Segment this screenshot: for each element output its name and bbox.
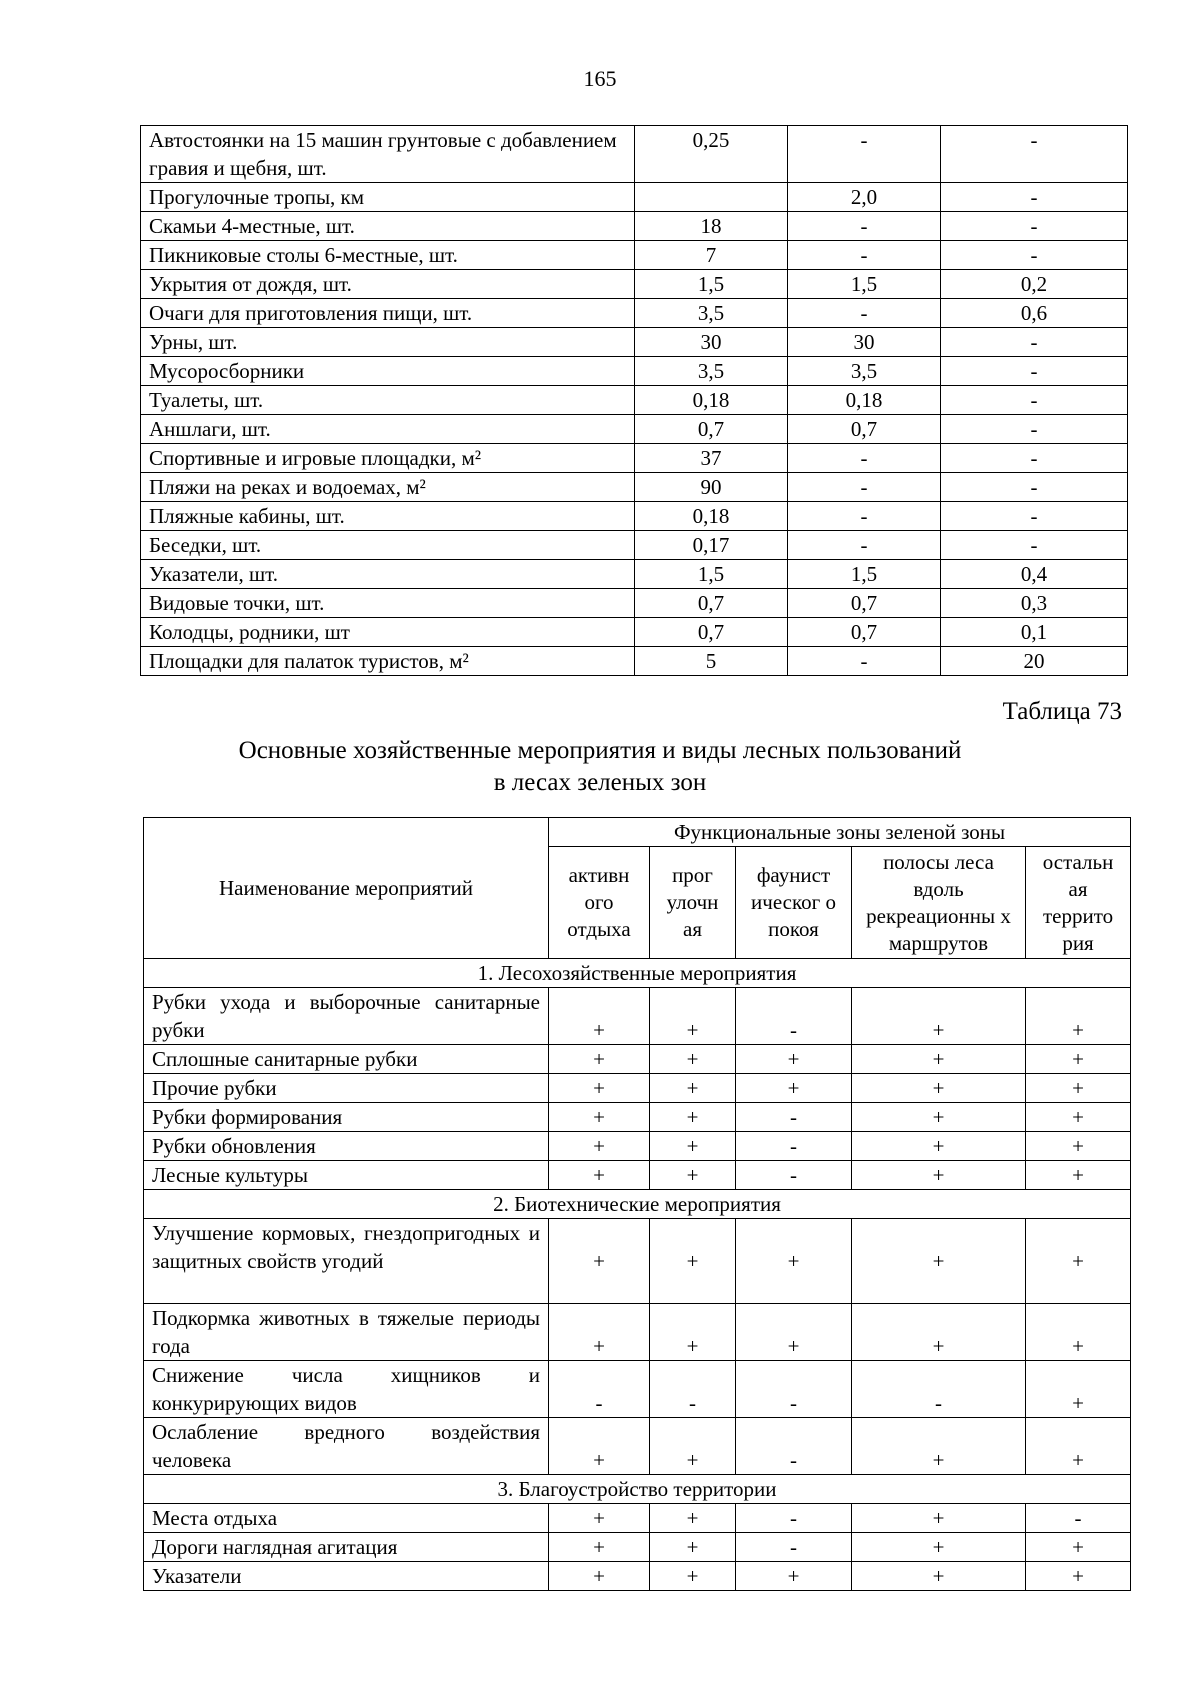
mark-cell: + xyxy=(549,1103,650,1132)
mark-cell: + xyxy=(650,1562,736,1591)
table-row xyxy=(144,1161,1131,1190)
value-cell: - xyxy=(941,328,1128,357)
table-number: Таблица 73 xyxy=(1002,698,1122,725)
item-name-cell: Автостоянки на 15 машин грунтовые с добавлением гравия и щебня, шт. xyxy=(141,126,635,183)
mark-cell: + xyxy=(852,1304,1026,1361)
table-row xyxy=(144,1219,1131,1304)
measure-name-cell: Ослабление вредного воздействия человека xyxy=(144,1418,549,1475)
value-cell: 0,18 xyxy=(635,502,788,531)
measure-name-cell: Указатели xyxy=(144,1562,549,1591)
mark-cell: + xyxy=(852,1533,1026,1562)
item-name-cell: Мусоросборники xyxy=(141,357,635,386)
table-row xyxy=(141,183,1128,212)
section-row xyxy=(144,1190,1131,1219)
mark-cell: + xyxy=(736,1562,852,1591)
value-cell: 0,18 xyxy=(788,386,941,415)
measure-name-cell: Рубки формирования xyxy=(144,1103,549,1132)
value-cell: - xyxy=(788,531,941,560)
mark-cell: + xyxy=(852,1562,1026,1591)
table-row xyxy=(141,357,1128,386)
item-name-cell: Видовые точки, шт. xyxy=(141,589,635,618)
mark-cell: - xyxy=(549,1361,650,1418)
section-row xyxy=(144,959,1131,988)
table-row xyxy=(144,1103,1131,1132)
table-title xyxy=(0,735,1200,799)
header-zone: полосы леса вдоль рекреационны х маршрутов xyxy=(852,847,1026,959)
mark-cell: + xyxy=(650,1304,736,1361)
value-cell: 0,1 xyxy=(941,618,1128,647)
mark-cell: + xyxy=(650,1045,736,1074)
mark-cell: + xyxy=(549,1045,650,1074)
mark-cell: + xyxy=(650,1103,736,1132)
value-cell: 2,0 xyxy=(788,183,941,212)
value-cell: 1,5 xyxy=(635,560,788,589)
mark-cell: + xyxy=(549,1418,650,1475)
measure-name-cell: Прочие рубки xyxy=(144,1074,549,1103)
value-cell: 0,7 xyxy=(635,589,788,618)
table-row xyxy=(144,1418,1131,1475)
table-row xyxy=(141,126,1128,183)
mark-cell: + xyxy=(1026,1533,1131,1562)
mark-cell: + xyxy=(549,1132,650,1161)
value-cell: - xyxy=(941,473,1128,502)
mark-cell: + xyxy=(549,1533,650,1562)
header-zones-group: Функциональные зоны зеленой зоны xyxy=(549,818,1131,847)
item-name-cell: Пляжные кабины, шт. xyxy=(141,502,635,531)
mark-cell: + xyxy=(1026,1103,1131,1132)
mark-cell: + xyxy=(736,1304,852,1361)
table-row xyxy=(144,1562,1131,1591)
value-cell: 90 xyxy=(635,473,788,502)
mark-cell: + xyxy=(736,1074,852,1103)
header-row-1 xyxy=(144,818,1131,847)
measure-name-cell: Подкормка животных в тяжелые периоды года xyxy=(144,1304,549,1361)
table-row xyxy=(141,647,1128,676)
value-cell: 18 xyxy=(635,212,788,241)
mark-cell: + xyxy=(852,1132,1026,1161)
measure-name-cell: Лесные культуры xyxy=(144,1161,549,1190)
mark-cell: + xyxy=(736,1219,852,1304)
measure-name-cell: Улучшение кормовых, гнездопригодных и защитных свойств угодий xyxy=(144,1219,549,1304)
table-row xyxy=(141,299,1128,328)
value-cell: 1,5 xyxy=(788,560,941,589)
mark-cell: - xyxy=(736,988,852,1045)
table-title-line-1: Основные хозяйственные мероприятия и виды лесных пользований xyxy=(238,737,962,764)
table-row xyxy=(141,531,1128,560)
value-cell: - xyxy=(941,183,1128,212)
section-title: 3. Благоустройство территории xyxy=(144,1475,1131,1504)
value-cell: - xyxy=(788,241,941,270)
value-cell: - xyxy=(941,212,1128,241)
value-cell: 0,2 xyxy=(941,270,1128,299)
mark-cell: + xyxy=(549,988,650,1045)
mark-cell: + xyxy=(650,1132,736,1161)
value-cell: - xyxy=(788,126,941,183)
mark-cell: + xyxy=(650,1418,736,1475)
mark-cell: + xyxy=(1026,1074,1131,1103)
mark-cell: + xyxy=(852,1418,1026,1475)
mark-cell: + xyxy=(852,1103,1026,1132)
value-cell: 0,3 xyxy=(941,589,1128,618)
table-row xyxy=(141,241,1128,270)
value-cell: 0,17 xyxy=(635,531,788,560)
mark-cell: + xyxy=(1026,1161,1131,1190)
mark-cell: + xyxy=(1026,1361,1131,1418)
value-cell: 0,4 xyxy=(941,560,1128,589)
mark-cell: + xyxy=(852,1219,1026,1304)
mark-cell: + xyxy=(852,988,1026,1045)
table-row xyxy=(141,473,1128,502)
table-row xyxy=(141,415,1128,444)
value-cell: 0,7 xyxy=(635,618,788,647)
section-row xyxy=(144,1475,1131,1504)
mark-cell: + xyxy=(1026,1132,1131,1161)
mark-cell: - xyxy=(1026,1504,1131,1533)
measure-name-cell: Рубки ухода и выборочные санитарные рубки xyxy=(144,988,549,1045)
item-name-cell: Прогулочные тропы, км xyxy=(141,183,635,212)
value-cell: 0,6 xyxy=(941,299,1128,328)
mark-cell: - xyxy=(736,1103,852,1132)
item-name-cell: Туалеты, шт. xyxy=(141,386,635,415)
mark-cell: + xyxy=(1026,1219,1131,1304)
value-cell: - xyxy=(788,444,941,473)
mark-cell: + xyxy=(852,1504,1026,1533)
measure-name-cell: Дороги наглядная агитация xyxy=(144,1533,549,1562)
value-cell: 0,18 xyxy=(635,386,788,415)
value-cell: 3,5 xyxy=(635,357,788,386)
value-cell: 20 xyxy=(941,647,1128,676)
header-name-cell: Наименование мероприятий xyxy=(144,818,549,959)
measure-name-cell: Снижение числа хищников и конкурирующих видов xyxy=(144,1361,549,1418)
table-row xyxy=(144,1045,1131,1074)
value-cell: - xyxy=(941,386,1128,415)
item-name-cell: Колодцы, родники, шт xyxy=(141,618,635,647)
value-cell: 0,7 xyxy=(788,589,941,618)
value-cell: 0,25 xyxy=(635,126,788,183)
mark-cell: - xyxy=(736,1161,852,1190)
mark-cell: + xyxy=(650,1161,736,1190)
mark-cell: - xyxy=(650,1361,736,1418)
mark-cell: + xyxy=(1026,1562,1131,1591)
mark-cell: + xyxy=(549,1161,650,1190)
value-cell: 37 xyxy=(635,444,788,473)
value-cell xyxy=(635,183,788,212)
value-cell: 7 xyxy=(635,241,788,270)
item-name-cell: Скамьи 4-местные, шт. xyxy=(141,212,635,241)
page-number: 165 xyxy=(583,66,617,91)
mark-cell: + xyxy=(650,1504,736,1533)
value-cell: 0,7 xyxy=(788,415,941,444)
value-cell: - xyxy=(941,241,1128,270)
value-cell: - xyxy=(941,502,1128,531)
item-name-cell: Указатели, шт. xyxy=(141,560,635,589)
value-cell: 5 xyxy=(635,647,788,676)
item-name-cell: Очаги для приготовления пищи, шт. xyxy=(141,299,635,328)
table-row xyxy=(141,212,1128,241)
value-cell: 1,5 xyxy=(635,270,788,299)
table-row xyxy=(144,1304,1131,1361)
table-row xyxy=(141,618,1128,647)
table-row xyxy=(144,1533,1131,1562)
mark-cell: + xyxy=(1026,1304,1131,1361)
value-cell: 30 xyxy=(635,328,788,357)
item-name-cell: Пикниковые столы 6-местные, шт. xyxy=(141,241,635,270)
measure-name-cell: Сплошные санитарные рубки xyxy=(144,1045,549,1074)
section-title: 1. Лесохозяйственные мероприятия xyxy=(144,959,1131,988)
item-name-cell: Пляжи на реках и водоемах, м² xyxy=(141,473,635,502)
measures-table xyxy=(143,817,1131,1591)
table-row xyxy=(141,328,1128,357)
value-cell: 1,5 xyxy=(788,270,941,299)
header-zone: прог улочн ая xyxy=(650,847,736,959)
table-row xyxy=(141,444,1128,473)
value-cell: - xyxy=(788,502,941,531)
value-cell: - xyxy=(941,415,1128,444)
item-name-cell: Аншлаги, шт. xyxy=(141,415,635,444)
mark-cell: + xyxy=(852,1074,1026,1103)
value-cell: - xyxy=(788,299,941,328)
header-zone: фаунист ическог о покоя xyxy=(736,847,852,959)
header-zone: активн ого отдыха xyxy=(549,847,650,959)
mark-cell: + xyxy=(650,1533,736,1562)
mark-cell: + xyxy=(549,1504,650,1533)
header-zone: остальн ая террито рия xyxy=(1026,847,1131,959)
mark-cell: + xyxy=(650,1074,736,1103)
value-cell: 30 xyxy=(788,328,941,357)
value-cell: 3,5 xyxy=(788,357,941,386)
value-cell: - xyxy=(788,212,941,241)
value-cell: - xyxy=(941,357,1128,386)
mark-cell: - xyxy=(736,1132,852,1161)
value-cell: - xyxy=(788,473,941,502)
mark-cell: - xyxy=(736,1361,852,1418)
mark-cell: - xyxy=(736,1533,852,1562)
table-title-line-2: в лесах зеленых зон xyxy=(493,769,707,796)
mark-cell: + xyxy=(650,988,736,1045)
mark-cell: + xyxy=(549,1562,650,1591)
table-row xyxy=(141,386,1128,415)
table-row xyxy=(144,988,1131,1045)
value-cell: - xyxy=(941,444,1128,473)
value-cell: 0,7 xyxy=(788,618,941,647)
value-cell: - xyxy=(941,531,1128,560)
measure-name-cell: Места отдыха xyxy=(144,1504,549,1533)
item-name-cell: Укрытия от дождя, шт. xyxy=(141,270,635,299)
table-row xyxy=(144,1361,1131,1418)
table-row xyxy=(141,270,1128,299)
value-cell: - xyxy=(941,126,1128,183)
value-cell: - xyxy=(788,647,941,676)
item-name-cell: Беседки, шт. xyxy=(141,531,635,560)
mark-cell: + xyxy=(1026,1418,1131,1475)
mark-cell: + xyxy=(1026,1045,1131,1074)
table-row xyxy=(144,1132,1131,1161)
table-row xyxy=(141,589,1128,618)
item-name-cell: Спортивные и игровые площадки, м² xyxy=(141,444,635,473)
table-row xyxy=(144,1504,1131,1533)
item-name-cell: Площадки для палаток туристов, м² xyxy=(141,647,635,676)
mark-cell: - xyxy=(736,1504,852,1533)
mark-cell: + xyxy=(1026,988,1131,1045)
table-row xyxy=(141,560,1128,589)
mark-cell: + xyxy=(650,1219,736,1304)
mark-cell: + xyxy=(736,1045,852,1074)
table-row xyxy=(144,1074,1131,1103)
measure-name-cell: Рубки обновления xyxy=(144,1132,549,1161)
mark-cell: + xyxy=(852,1045,1026,1074)
value-cell: 0,7 xyxy=(635,415,788,444)
table-row xyxy=(141,502,1128,531)
mark-cell: + xyxy=(549,1074,650,1103)
value-cell: 3,5 xyxy=(635,299,788,328)
mark-cell: + xyxy=(549,1304,650,1361)
mark-cell: - xyxy=(736,1418,852,1475)
mark-cell: + xyxy=(549,1219,650,1304)
amenities-table xyxy=(140,125,1128,676)
item-name-cell: Урны, шт. xyxy=(141,328,635,357)
mark-cell: - xyxy=(852,1361,1026,1418)
section-title: 2. Биотехнические мероприятия xyxy=(144,1190,1131,1219)
mark-cell: + xyxy=(852,1161,1026,1190)
